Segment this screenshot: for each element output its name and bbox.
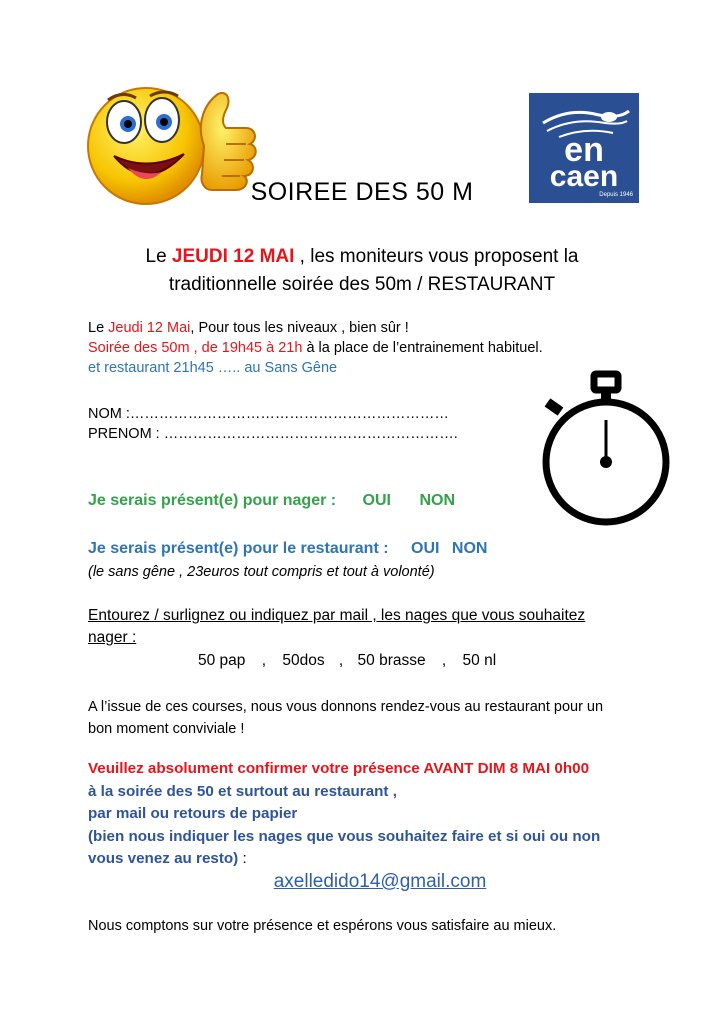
strokes-instr-l2: nager : xyxy=(88,629,137,646)
swim-non[interactable]: NON xyxy=(419,492,456,509)
nom-field[interactable]: NOM :………………………………………………………… xyxy=(88,406,449,422)
swim-question xyxy=(88,490,455,512)
intro-post: , les moniteurs vous proposent la xyxy=(294,246,579,267)
info-l1-pre: Le xyxy=(88,320,109,336)
intro-pre: Le xyxy=(145,246,172,267)
closing-info xyxy=(88,696,603,740)
prenom-field[interactable]: PRENOM : ……………………………………………………. xyxy=(88,426,458,442)
page-title: SOIREE DES 50 M xyxy=(250,178,474,206)
stopwatch-icon xyxy=(538,370,674,530)
closing-l2: bon moment conviviale ! xyxy=(88,721,245,737)
intro-line2: traditionnelle soirée des 50m / RESTAURANT xyxy=(168,274,556,295)
resto-question xyxy=(88,538,487,560)
intro-date: JEUDI 12 MAI xyxy=(171,246,295,267)
confirm-l5: vous venez au resto) xyxy=(88,850,239,867)
footer-text: Nous comptons sur votre présence et espérons vous satisfaire au mieux. xyxy=(88,918,557,934)
confirm-l2: à la soirée des 50 et surtout au restaurant , xyxy=(88,782,397,800)
info-block xyxy=(88,318,543,378)
resto-note: (le sans gêne , 23euros tout compris et tout à volonté) xyxy=(88,564,435,580)
swim-oui[interactable]: OUI xyxy=(362,492,391,509)
confirm-l4: (bien nous indiquer les nages que vous souhaitez faire et si oui ou non xyxy=(88,827,601,845)
stroke-nl[interactable]: 50 nl xyxy=(462,652,497,669)
confirm-l5-tail: : xyxy=(238,850,247,867)
resto-oui[interactable]: OUI xyxy=(411,540,440,557)
stroke-brasse[interactable]: 50 brasse xyxy=(357,652,426,669)
stroke-pap[interactable]: 50 pap xyxy=(198,652,246,669)
form-fields xyxy=(88,404,458,444)
resto-non[interactable]: NON xyxy=(451,540,488,557)
closing-l1: A l’issue de ces courses, nous vous donnons rendez-vous au restaurant pour un xyxy=(88,699,604,715)
email-link[interactable]: axelledido14@gmail.com xyxy=(273,871,487,892)
strokes-instruction xyxy=(88,605,585,649)
confirm-block xyxy=(88,758,600,871)
confirm-deadline: Veuillez absolument confirmer votre présence AVANT DIM 8 MAI 0h00 xyxy=(88,760,590,777)
confirm-l3: par mail ou retours de papier xyxy=(88,805,298,822)
info-l2-post: à la place de l’entrainement habituel. xyxy=(302,340,543,356)
info-date: Jeudi 12 Mai xyxy=(108,320,191,336)
logo-text-caen: caen xyxy=(549,160,619,193)
intro-text xyxy=(0,243,724,299)
strokes-list: 50 pap , 50dos , 50 brasse , 50 nl xyxy=(198,652,497,669)
info-time: Soirée des 50m , de 19h45 à 21h xyxy=(88,340,303,356)
email-row xyxy=(0,871,724,893)
info-restaurant: et restaurant 21h45 ….. au Sans Gêne xyxy=(88,360,338,376)
resto-label: Je serais présent(e) pour le restaurant : xyxy=(88,540,389,557)
swim-label: Je serais présent(e) pour nager : xyxy=(88,492,337,509)
logo-tagline: Depuis 1946 xyxy=(599,192,633,198)
strokes-instr-l1: Entourez / surlignez ou indiquez par mail , les nages que vous souhaitez xyxy=(88,607,586,624)
logo-text-en: en xyxy=(564,131,604,169)
info-l1-post: , Pour tous les niveaux , bien sûr ! xyxy=(190,320,409,336)
stroke-dos[interactable]: 50dos xyxy=(282,652,325,669)
